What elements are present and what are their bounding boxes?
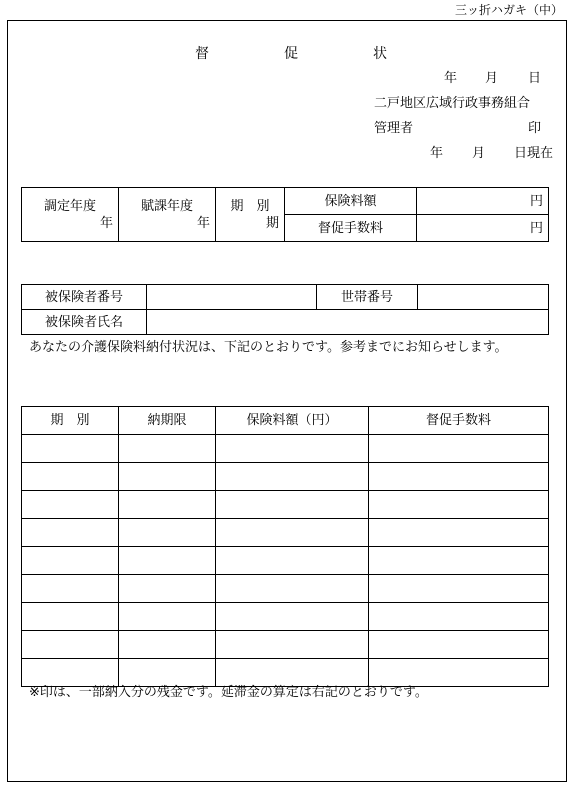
table-cell	[22, 547, 119, 575]
insured-name-label: 被保険者氏名	[22, 310, 147, 335]
table-cell	[216, 435, 369, 463]
table-cell	[369, 491, 549, 519]
table-cell	[22, 519, 119, 547]
title-char: 促	[284, 46, 298, 62]
table-cell	[22, 491, 119, 519]
column-header-premium: 保険料額（円）	[216, 407, 369, 435]
column-header-due-date: 納期限	[119, 407, 216, 435]
table-row	[22, 547, 549, 575]
table-cell	[216, 631, 369, 659]
as-of-date-month: 月	[472, 146, 486, 161]
table-row	[22, 519, 549, 547]
table-cell	[119, 631, 216, 659]
table-row	[22, 603, 549, 631]
payment-status-rows	[22, 435, 549, 687]
footnote-text: ※印は、一部納入分の残金です。延滞金の算定は右記のとおりです。	[29, 685, 428, 700]
levy-year-label: 賦課年度	[140, 198, 193, 214]
insured-number-label: 被保険者番号	[22, 285, 147, 310]
table-cell	[216, 659, 369, 687]
fee-unit: 円	[417, 215, 549, 242]
table-row	[22, 463, 549, 491]
table-cell	[369, 435, 549, 463]
table-cell	[119, 603, 216, 631]
insured-name-value	[147, 310, 549, 335]
table-cell	[216, 575, 369, 603]
table-row	[22, 575, 549, 603]
table-row	[22, 491, 549, 519]
insured-table	[21, 284, 549, 335]
column-header-period: 期 別	[22, 407, 119, 435]
premium-label: 保険料額	[285, 188, 417, 215]
as-of-date-year: 年	[430, 146, 444, 161]
premium-unit: 円	[417, 188, 549, 215]
assessment-year-suffix: 年	[99, 215, 113, 231]
fee-label: 督促手数料	[285, 215, 417, 242]
table-cell	[119, 575, 216, 603]
table-cell	[216, 519, 369, 547]
payment-status-table	[21, 406, 549, 687]
issuer-name: 二戸地区広域行政事務組合	[374, 96, 531, 111]
table-cell	[369, 575, 549, 603]
levy-year-cell	[119, 188, 216, 242]
table-cell	[369, 659, 549, 687]
document-title	[195, 47, 462, 61]
summary-table	[21, 187, 549, 242]
table-cell	[369, 631, 549, 659]
table-cell	[119, 435, 216, 463]
table-cell	[22, 435, 119, 463]
household-number-label: 世帯番号	[317, 285, 418, 310]
table-row	[22, 659, 549, 687]
table-cell	[216, 547, 369, 575]
issue-date-month: 月	[485, 71, 499, 86]
table-cell	[216, 603, 369, 631]
notice-text: あなたの介護保険料納付状況は、下記のとおりです。参考までにお知らせします。	[29, 340, 508, 355]
issue-date-day: 日	[528, 71, 542, 86]
table-cell	[119, 491, 216, 519]
table-cell	[216, 491, 369, 519]
table-row	[22, 435, 549, 463]
table-cell	[22, 603, 119, 631]
table-cell	[119, 519, 216, 547]
table-row	[22, 631, 549, 659]
table-cell	[22, 575, 119, 603]
table-cell	[369, 463, 549, 491]
table-cell	[119, 547, 216, 575]
table-cell	[369, 547, 549, 575]
period-label: 期 別	[230, 198, 270, 214]
as-of-date-day: 日現在	[514, 146, 554, 161]
title-char: 督	[195, 46, 209, 62]
period-suffix: 期	[265, 215, 279, 231]
levy-year-suffix: 年	[196, 215, 210, 231]
assessment-year-label: 調定年度	[43, 198, 96, 214]
table-cell	[119, 463, 216, 491]
table-cell	[22, 463, 119, 491]
column-header-fee: 督促手数料	[369, 407, 549, 435]
table-cell	[119, 659, 216, 687]
table-cell	[216, 463, 369, 491]
title-char: 状	[373, 46, 387, 62]
manager-label: 管理者	[374, 121, 414, 136]
insured-number-value	[147, 285, 317, 310]
table-cell	[369, 603, 549, 631]
assessment-year-cell	[22, 188, 119, 242]
issue-date-year: 年	[444, 71, 458, 86]
table-cell	[22, 659, 119, 687]
seal-mark: 印	[528, 121, 542, 136]
form-type-label: 三ッ折ハガキ（中）	[454, 3, 563, 17]
period-cell	[216, 188, 285, 242]
household-number-value	[418, 285, 549, 310]
table-cell	[369, 519, 549, 547]
table-cell	[22, 631, 119, 659]
